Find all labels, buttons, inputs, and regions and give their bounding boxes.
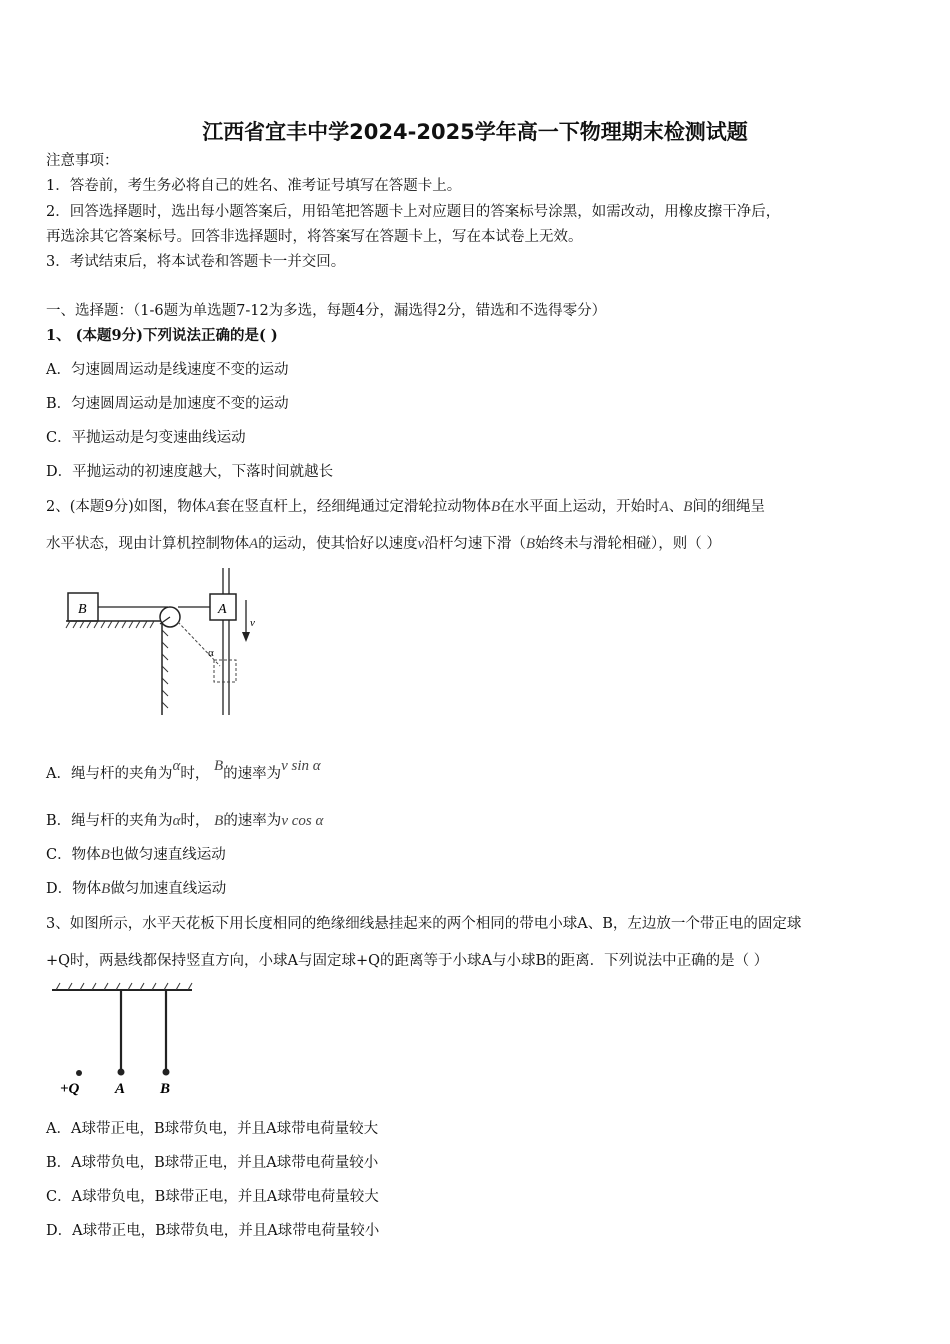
q3-option-d: D．A球带正电，B球带负电，并且A球带电荷量较小 [46, 1223, 380, 1239]
formula-v-cos-alpha: v cos α [281, 813, 324, 829]
q3-stem-line2: +Q时，两悬线都保持竖直方向，小球A与固定球+Q的距离等于小球A与小球B的距离．下列说法中正确的是（ ） [46, 953, 769, 969]
angle-alpha-label: α [208, 647, 214, 659]
velocity-arrowhead [242, 632, 250, 642]
notice-item: 2．回答选择题时，选出每小题答案后，用铅笔把答题卡上对应题目的答案标号涂黑，如需改动，用橡皮擦干净后， [46, 204, 781, 220]
symbol-b: B [100, 847, 110, 863]
ball-b-label: B [160, 1081, 171, 1097]
ceiling-hatch [56, 983, 192, 990]
formula-v-sin-alpha: v sin α [281, 758, 321, 774]
q2-option-c: C．物体B也做匀速直线运动 [46, 847, 226, 863]
q3-stem-line1: 3、如图所示，水平天花板下用长度相同的绝缘细线悬挂起来的两个相同的带电小球A、B，左边放一个带正电的固定球 [46, 916, 802, 932]
notice-item: 1．答卷前，考生务必将自己的姓名、准考证号填写在答题卡上。 [46, 178, 462, 194]
fixed-charge-q [76, 1070, 82, 1076]
q3-option-a: A．A球带正电，B球带负电，并且A球带电荷量较大 [46, 1121, 379, 1137]
block-b-label: B [78, 602, 87, 617]
symbol-b: B [490, 499, 501, 515]
symbol-alpha: α [172, 813, 181, 829]
symbol-b: B [214, 813, 224, 829]
q1-option-c: C．平抛运动是匀变速曲线运动 [46, 430, 246, 446]
notice-heading: 注意事项： [46, 153, 119, 169]
q3-charge-figure [46, 978, 206, 1100]
ball-a [118, 1069, 125, 1076]
section-heading: 一、选择题：（1-6题为单选题7-12为多选，每题4分，漏选得2分，错选和不选得零分） [46, 303, 607, 319]
q2-pulley-figure [44, 560, 284, 730]
q2-option-d: D．物体B做匀加速直线运动 [46, 881, 227, 897]
q1-option-d: D．平抛运动的初速度越大，下落时间就越长 [46, 464, 334, 480]
symbol-b: B [683, 499, 693, 515]
q2-option-b: B．绳与杆的夹角为α时， B的速率为v cos α [46, 813, 324, 829]
velocity-label: v [250, 617, 255, 629]
wall-hatch [162, 630, 168, 708]
q2-stem-line2: 水平状态，现由计算机控制物体A的运动，使其恰好以速度v沿杆匀速下滑（B始终未与滑轮相碰），则（ ） [46, 536, 721, 552]
symbol-v: v [417, 536, 425, 552]
q3-option-c: C．A球带负电，B球带正电，并且A球带电荷量较大 [46, 1189, 379, 1205]
q2-stem-line1: 2、(本题9分)如图，物体A套在竖直杆上，经细绳通过定滑轮拉动物体B在水平面上运动，开始时A、B间的细绳呈 [46, 499, 765, 515]
symbol-b: B [213, 758, 224, 774]
symbol-a: A [659, 499, 669, 515]
symbol-b: B [101, 881, 111, 897]
q1-stem: 1、 (本题9分)下列说法正确的是( ) [46, 327, 278, 344]
symbol-a: A [249, 536, 259, 552]
notice-item: 3．考试结束后，将本试卷和答题卡一并交回。 [46, 254, 346, 270]
symbol-a: A [206, 499, 216, 515]
ball-b [163, 1069, 170, 1076]
q2-option-a: A．绳与杆的夹角为α时， B的速率为v sin α [46, 758, 321, 782]
q3-option-b: B．A球带负电，B球带正电，并且A球带电荷量较小 [46, 1155, 379, 1171]
notice-item: 再选涂其它答案标号。回答非选择题时，将答案写在答题卡上，写在本试卷上无效。 [46, 229, 583, 245]
fixed-charge-label: +Q [60, 1081, 80, 1097]
ground-hatch [66, 621, 154, 628]
block-a-label: A [218, 602, 227, 617]
page-title: 江西省宜丰中学2024-2025学年高一下物理期末检测试题 [202, 120, 748, 144]
q1-option-b: B．匀速圆周运动是加速度不变的运动 [46, 396, 289, 412]
ball-a-label: A [115, 1081, 126, 1097]
rope-later-position [178, 622, 220, 666]
q1-option-a: A．匀速圆周运动是线速度不变的运动 [46, 362, 289, 378]
symbol-b: B [525, 536, 536, 552]
symbol-alpha: α [172, 758, 181, 774]
